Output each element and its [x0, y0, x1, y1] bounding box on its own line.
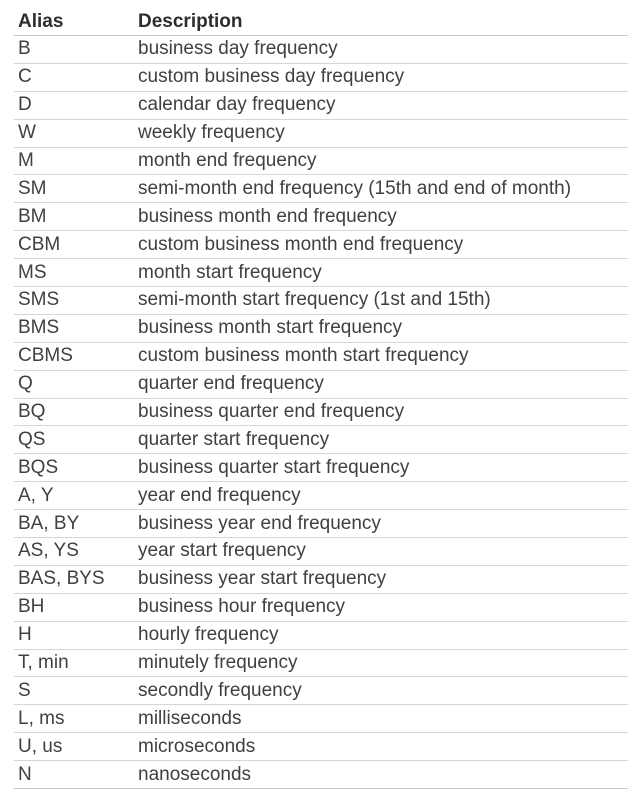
table-row: [14, 231, 628, 259]
alias-cell: SM: [18, 177, 47, 199]
table-row: [14, 761, 628, 789]
table-row: [14, 315, 628, 343]
description-column-header: Description: [138, 10, 243, 32]
alias-cell: M: [18, 150, 34, 171]
description-cell: custom business month end frequency: [138, 233, 464, 255]
alias-cell: W: [18, 122, 36, 144]
description-cell: month start frequency: [138, 261, 322, 283]
description-cell: custom business month start frequency: [138, 345, 469, 367]
table-row: [14, 482, 628, 510]
table-row: [14, 733, 628, 761]
description-cell: business year end frequency: [138, 512, 381, 534]
description-cell: business year start frequency: [138, 568, 387, 590]
table-row: [14, 426, 628, 454]
description-cell: business quarter start frequency: [138, 456, 410, 478]
table-row: [14, 399, 628, 427]
description-cell: quarter start frequency: [138, 428, 330, 450]
description-cell: custom business day frequency: [138, 66, 405, 88]
description-cell: secondly frequency: [138, 679, 302, 701]
alias-cell: BA, BY: [18, 512, 80, 534]
table-row: [14, 175, 628, 203]
alias-cell: T, min: [18, 652, 69, 674]
description-cell: business hour frequency: [138, 596, 346, 618]
table-row: [14, 566, 628, 594]
table-row: [14, 64, 628, 92]
alias-cell: SMS: [18, 289, 60, 311]
alias-cell: BAS, BYS: [18, 568, 105, 590]
alias-cell: L, ms: [18, 707, 65, 729]
alias-cell: BH: [18, 596, 45, 618]
description-cell: business day frequency: [138, 38, 338, 60]
description-cell: quarter end frequency: [138, 373, 324, 395]
description-cell: hourly frequency: [138, 624, 279, 646]
alias-cell: BQ: [18, 401, 46, 423]
alias-cell: U, us: [18, 735, 63, 757]
description-cell: weekly frequency: [138, 122, 285, 144]
alias-cell: A, Y: [18, 484, 54, 506]
frequency-alias-table: [14, 8, 628, 789]
description-cell: milliseconds: [138, 707, 242, 729]
alias-cell: BQS: [18, 456, 59, 478]
alias-cell: QS: [18, 428, 46, 450]
alias-cell: H: [18, 624, 32, 646]
table-row: [14, 454, 628, 482]
description-cell: business month end frequency: [138, 205, 397, 227]
description-cell: business month start frequency: [138, 317, 403, 339]
alias-cell: S: [18, 679, 31, 701]
table-row: [14, 92, 628, 120]
table-row: [14, 343, 628, 371]
description-cell: year start frequency: [138, 540, 306, 562]
table-row: [14, 538, 628, 566]
alias-cell: Q: [18, 373, 33, 395]
alias-cell: CBM: [18, 233, 61, 255]
alias-column-header: Alias: [18, 10, 64, 32]
table-row: [14, 371, 628, 399]
table-row: [14, 36, 628, 64]
table-row: [14, 705, 628, 733]
table-row: [14, 677, 628, 705]
table-header-row: [14, 8, 628, 36]
description-cell: microseconds: [138, 735, 256, 757]
description-cell: nanoseconds: [138, 763, 252, 785]
table-row: [14, 259, 628, 287]
description-cell: semi-month start frequency (1st and 15th): [138, 289, 491, 311]
alias-cell: D: [18, 94, 32, 116]
alias-cell: MS: [18, 261, 47, 283]
alias-cell: C: [18, 66, 32, 88]
alias-cell: CBMS: [18, 345, 73, 367]
alias-cell: B: [18, 38, 31, 60]
table-row: [14, 287, 628, 315]
description-cell: minutely frequency: [138, 652, 298, 674]
table-row: [14, 120, 628, 148]
table-row: [14, 650, 628, 678]
table-row: [14, 148, 628, 176]
description-cell: month end frequency: [138, 150, 317, 171]
description-cell: year end frequency: [138, 484, 301, 506]
table-row: [14, 594, 628, 622]
alias-cell: BM: [18, 205, 47, 227]
alias-cell: N: [18, 763, 32, 785]
table-body: [14, 36, 628, 789]
alias-cell: BMS: [18, 317, 60, 339]
description-cell: semi-month end frequency (15th and end of month): [138, 177, 572, 199]
table-row: [14, 203, 628, 231]
table-row: [14, 622, 628, 650]
alias-cell: AS, YS: [18, 540, 79, 562]
description-cell: calendar day frequency: [138, 94, 336, 116]
description-cell: business quarter end frequency: [138, 401, 405, 423]
table-row: [14, 510, 628, 538]
